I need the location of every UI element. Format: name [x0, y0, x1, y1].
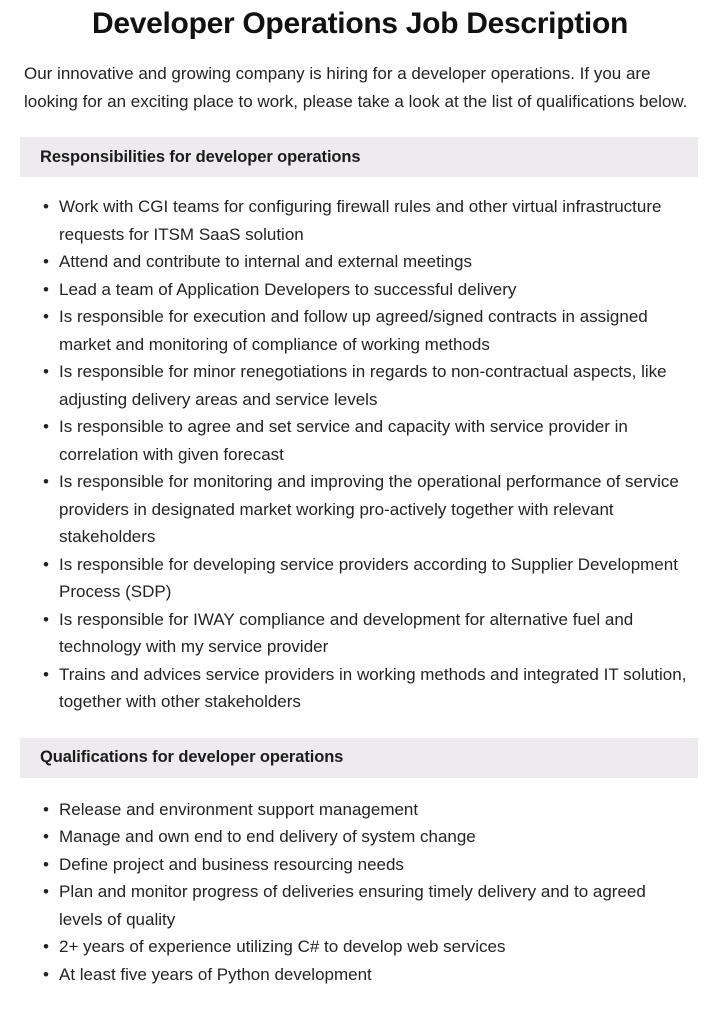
bullet-icon: • [43, 554, 49, 574]
bullet-icon: • [43, 882, 49, 901]
list-item-label: Trains and advices service providers in working methods and integrated IT solution, together with other stakeholders [59, 664, 687, 711]
section-header-qualifications [20, 738, 698, 778]
responsibilities-list [0, 177, 720, 716]
qualifications-list [0, 778, 720, 989]
page-title: Developer Operations Job Description [92, 7, 628, 40]
list-item-label: Plan and monitor progress of deliveries ensuring timely delivery and to agreed levels of quality [59, 882, 646, 929]
list-item-label: 2+ years of experience utilizing C# to develop web services [59, 937, 506, 956]
list-item-label: Is responsible for developing service providers according to Supplier Development Process (SDP) [59, 554, 678, 601]
list-item-label: Attend and contribute to internal and external meetings [59, 252, 472, 271]
list-item-label: Is responsible for IWAY compliance and development for alternative fuel and technology with my service provider [59, 609, 634, 656]
bullet-icon: • [43, 937, 49, 956]
bullet-icon: • [43, 362, 49, 381]
bullet-icon: • [43, 799, 49, 819]
list-item-label: Manage and own end to end delivery of system change [59, 827, 476, 846]
list-item [0, 276, 720, 304]
list-item [0, 851, 720, 879]
list-item [0, 358, 720, 413]
list-item [0, 961, 720, 989]
list-item [0, 193, 720, 248]
list-item [0, 468, 720, 551]
bullet-icon: • [43, 197, 49, 216]
list-item-label: Is responsible for monitoring and improving the operational performance of service providers in designated market working pro-actively together with relevant stakeholders [59, 472, 679, 546]
list-item-label: At least five years of Python development [59, 964, 372, 984]
bullet-icon: • [43, 664, 49, 684]
section-header-label: Responsibilities for developer operations [40, 147, 361, 166]
list-item [0, 661, 720, 716]
section-header-responsibilities [20, 137, 698, 177]
list-item [0, 878, 720, 933]
list-item-label: Release and environment support management [59, 799, 419, 819]
list-item [0, 248, 720, 276]
bullet-icon: • [43, 854, 49, 874]
list-item [0, 606, 720, 661]
bullet-icon: • [43, 279, 49, 299]
list-item [0, 823, 720, 851]
list-item-label: Is responsible for minor renegotiations in regards to non-contractual aspects, like adjusting delivery areas and service levels [59, 362, 667, 409]
bullet-icon: • [43, 827, 49, 846]
section-qualifications [0, 738, 720, 989]
intro-paragraph: Our innovative and growing company is hiring for a developer operations. If you are looking for an exciting place to work, please take a look at the list of qualifications below. [24, 64, 688, 111]
list-item [0, 303, 720, 358]
bullet-icon: • [43, 472, 49, 491]
bullet-icon: • [43, 252, 49, 271]
list-item-label: Is responsible to agree and set service and capacity with service provider in correlation with given forecast [59, 417, 628, 464]
list-item-label: Is responsible for execution and follow up agreed/signed contracts in assigned market and monitoring of compliance of working methods [59, 307, 648, 354]
section-responsibilities [0, 137, 720, 716]
bullet-icon: • [43, 609, 49, 629]
section-header-label: Qualifications for developer operations [40, 748, 344, 766]
list-item-label: Define project and business resourcing needs [59, 854, 404, 874]
list-item [0, 933, 720, 961]
list-item [0, 413, 720, 468]
bullet-icon: • [43, 417, 49, 436]
list-item-label: Lead a team of Application Developers to successful delivery [59, 279, 517, 299]
list-item [0, 551, 720, 606]
bullet-icon: • [43, 307, 49, 326]
list-item [0, 796, 720, 824]
bullet-icon: • [43, 964, 49, 984]
list-item-label: Work with CGI teams for configuring firewall rules and other virtual infrastructure requests for ITSM SaaS solution [59, 197, 662, 244]
